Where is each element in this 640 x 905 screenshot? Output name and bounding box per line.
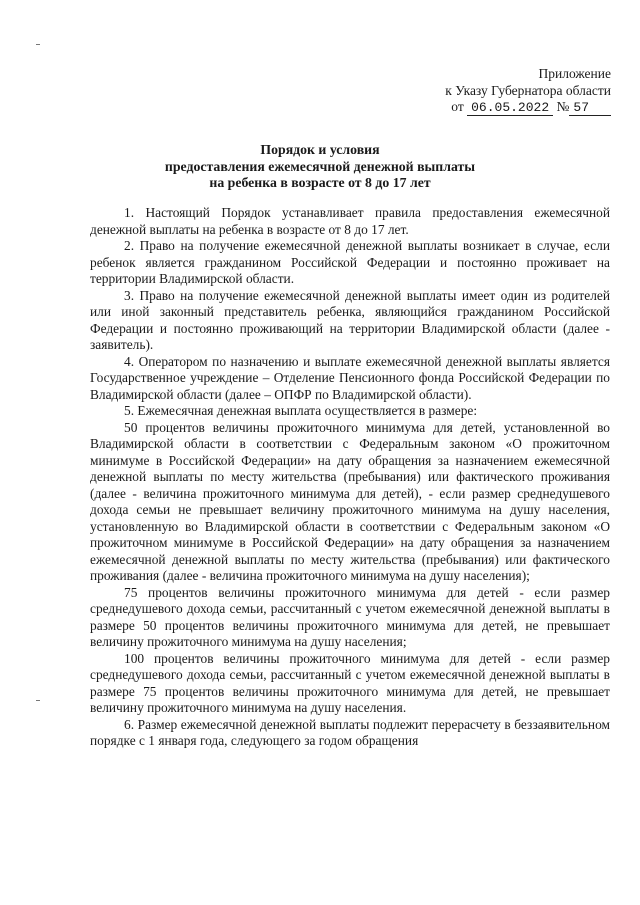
paragraph-5-item-100: 100 процентов величины прожиточного минимума для детей - если размер среднедушевого дохода семьи, рассчитанный с учетом ежемесячной денежной выплаты в размере 75 процентов величины прожиточного минимума для детей, не превышает величину прожиточного минимума на душу населения. [90,650,610,715]
title-line-3: на ребенка в возрасте от 8 до 17 лет [209,175,431,190]
paragraph-3: 3. Право на получение ежемесячной денежной выплаты имеет один из родителей или иной законный представитель ребенка, являющийся гражданином Российской Федерации и постоянно проживающий на территории Владимирской области (далее - заявитель). [90,287,610,352]
title-line-2: предоставления ежемесячной денежной выплаты [164,158,476,174]
document-title [0,142,640,192]
appendix-header [445,66,611,117]
paragraph-5-item-50: 50 процентов величины прожиточного минимума для детей, установленной во Владимирской области в соответствии с Федеральным законом «О прожиточном минимуме в Российской Федерации» на дату обращения за назначением ежемесячной денежной выплаты по месту жительства (пребывания) или фактического проживания (далее - величина прожиточного минимума для детей), - если размер среднедушевого дохода семьи не превышает величину прожиточного минимума на душу населения, установленную во Владимирской области в соответствии с Федеральным законом «О прожиточном минимуме в Российской Федерации» на дату обращения за назначением ежемесячной денежной выплаты по месту жительства (пребывания) или фактического проживания (далее - величина прожиточного минимума на душу населения); [90,419,610,583]
decree-date: 06.05.2022 [467,100,553,116]
decree-number: 57 [569,100,611,116]
paragraph-6: 6. Размер ежемесячной денежной выплаты подлежит перерасчету в беззаявительном порядке с 1 января года, следующего за годом обращения [90,716,610,748]
date-prefix: от [451,99,464,114]
appendix-label: Приложение [538,66,611,81]
paragraph-5: 5. Ежемесячная денежная выплата осуществляется в размере: [124,403,478,418]
decree-date-number [445,99,611,117]
appendix-reference: к Указу Губернатора области [445,82,611,98]
number-prefix: № [556,99,570,114]
margin-mark [36,700,40,701]
margin-mark [36,44,40,45]
paragraph-5-item-75: 75 процентов величины прожиточного минимума для детей - если размер среднедушевого дохода семьи, рассчитанный с учетом ежемесячной денежной выплаты в размере 50 процентов величины прожиточного минимума для детей, не превышает величину прожиточного минимума на душу населения; [90,584,610,649]
paragraph-4: 4. Оператором по назначению и выплате ежемесячной денежной выплаты является Государственное учреждение – Отделение Пенсионного фонда Российской Федерации по Владимирской области (далее – ОПФР по Владимирской области). [90,353,610,402]
title-line-1: Порядок и условия [260,142,380,157]
document-body [90,205,610,750]
paragraph-1: 1. Настоящий Порядок устанавливает правила предоставления ежемесячной денежной выплаты на ребенка в возрасте от 8 до 17 лет. [90,205,610,237]
paragraph-2: 2. Право на получение ежемесячной денежной выплаты возникает в случае, если ребенок является гражданином Российской Федерации и постоянно проживает на территории Владимирской области. [90,238,610,286]
